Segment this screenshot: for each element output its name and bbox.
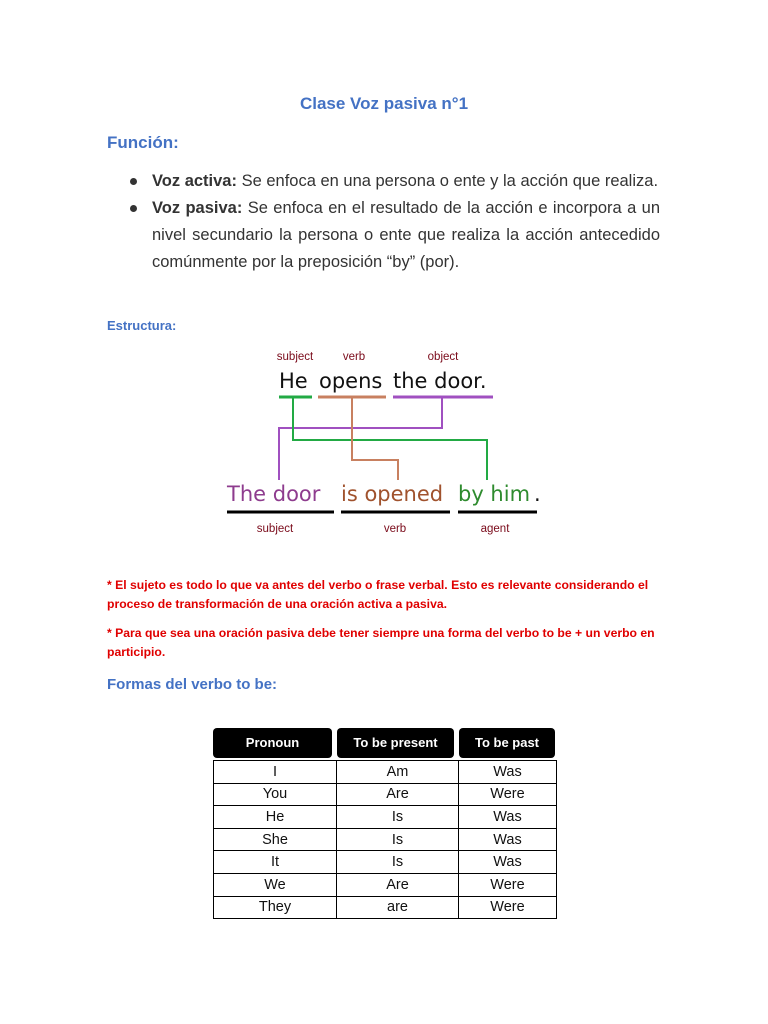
table-cell: Is xyxy=(337,806,459,829)
active-sentence-verb: opens xyxy=(319,369,383,393)
page-title: Clase Voz pasiva n°1 xyxy=(299,94,469,113)
passive-sentence-agent: by him xyxy=(458,482,531,506)
verb-table-header xyxy=(213,728,555,758)
table-cell: It xyxy=(214,851,337,874)
table-cell: Was xyxy=(459,806,557,829)
passive-voice-diagram xyxy=(215,340,555,540)
table-row xyxy=(214,896,557,919)
table-cell: Was xyxy=(459,828,557,851)
table-cell: I xyxy=(214,761,337,784)
passive-label-verb: verb xyxy=(383,523,407,535)
column-header: To be present xyxy=(337,728,454,758)
table-cell: Was xyxy=(459,761,557,784)
table-cell: are xyxy=(337,896,459,919)
object-connector xyxy=(279,397,442,480)
active-label-subject: subject xyxy=(276,351,314,363)
table-cell: Am xyxy=(337,761,459,784)
table-cell: Was xyxy=(459,851,557,874)
passive-sentence-subject: The door xyxy=(227,482,321,506)
bullet-dot-icon xyxy=(130,178,137,185)
table-cell: He xyxy=(214,806,337,829)
funcion-bullet-list xyxy=(130,168,660,276)
table-cell: Is xyxy=(337,828,459,851)
active-label-object: object xyxy=(427,351,459,363)
passive-sentence-period: . xyxy=(534,482,541,506)
table-cell: Are xyxy=(337,783,459,806)
verb-connector xyxy=(352,397,398,480)
table-row xyxy=(214,851,557,874)
table-cell: Were xyxy=(459,873,557,896)
table-row xyxy=(214,783,557,806)
bullet-voz-activa xyxy=(130,168,660,195)
table-cell: Is xyxy=(337,851,459,874)
bullet-voz-pasiva xyxy=(130,195,660,276)
table-cell: You xyxy=(214,783,337,806)
bullet-text: Se enfoca en una persona o ente y la acción que realiza. xyxy=(236,172,659,190)
table-row xyxy=(214,806,557,829)
passive-label-agent: agent xyxy=(480,523,510,535)
table-cell: She xyxy=(214,828,337,851)
table-cell: Were xyxy=(459,896,557,919)
verb-table xyxy=(213,760,557,919)
estructura-heading: Estructura: xyxy=(107,318,177,333)
active-sentence-object: the door. xyxy=(393,369,487,393)
table-cell: We xyxy=(214,873,337,896)
note-sujeto: * El sujeto es todo lo que va antes del verbo o frase verbal. Esto es relevante considerando el proceso de transformación de una oración activa a pasiva. xyxy=(107,578,649,611)
funcion-heading: Función: xyxy=(107,133,179,152)
table-cell: They xyxy=(214,896,337,919)
table-row xyxy=(214,828,557,851)
passive-sentence-verb: is opened xyxy=(341,482,444,506)
formas-heading: Formas del verbo to be: xyxy=(107,676,278,693)
column-header: To be past xyxy=(459,728,555,758)
bullet-term: Voz activa: xyxy=(152,172,237,190)
bullet-text: Se enfoca en el resultado de la acción e incorpora a un nivel secundario la persona o ente que realiza la acción antecedido comúnmente por la preposición “by” (por). xyxy=(152,199,660,271)
table-cell: Are xyxy=(337,873,459,896)
bullet-dot-icon xyxy=(130,205,137,212)
table-cell: Were xyxy=(459,783,557,806)
subject-connector xyxy=(293,397,487,480)
bullet-term: Voz pasiva: xyxy=(152,199,243,217)
active-sentence-subject: He xyxy=(279,369,308,393)
active-label-verb: verb xyxy=(342,351,366,363)
column-header: Pronoun xyxy=(213,728,332,758)
passive-label-subject: subject xyxy=(256,523,294,535)
note-pasiva: * Para que sea una oración pasiva debe tener siempre una forma del verbo to be + un verbo en participio. xyxy=(107,626,655,659)
table-row xyxy=(214,873,557,896)
table-row xyxy=(214,761,557,784)
